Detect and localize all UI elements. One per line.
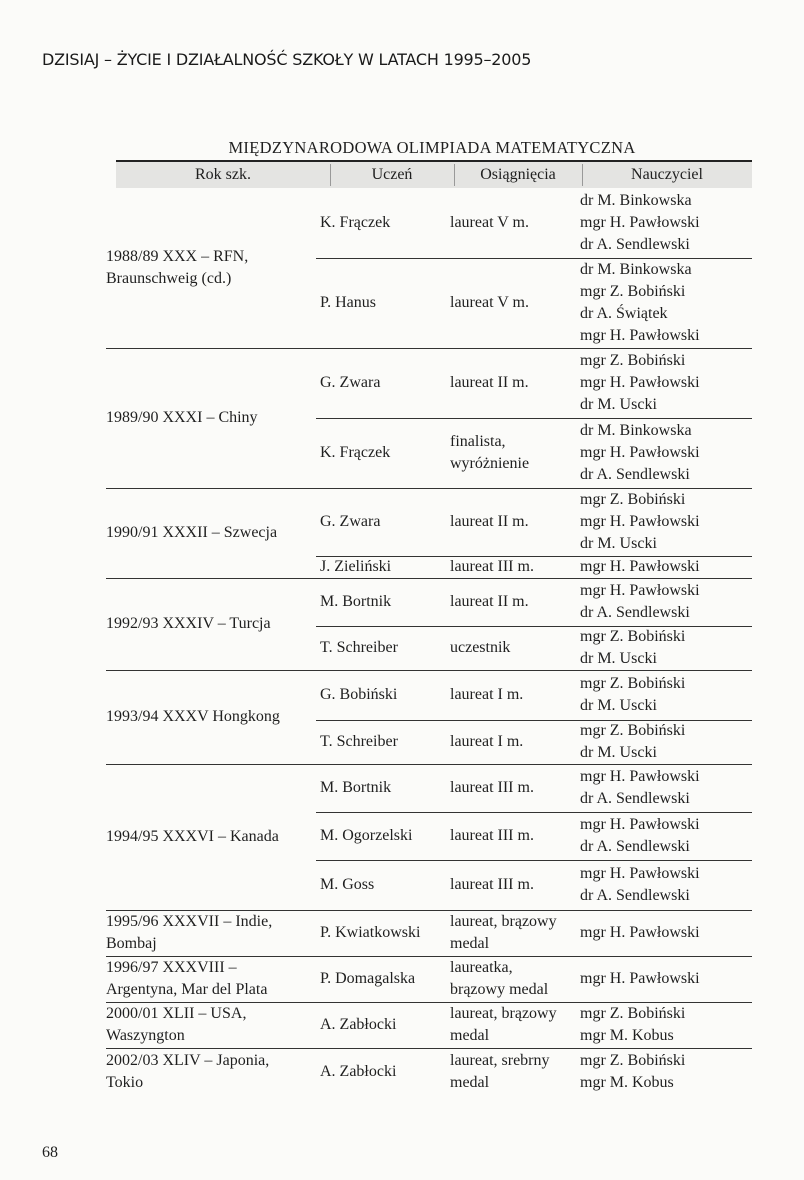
cell-teacher: dr M. Binkowska xyxy=(580,261,692,278)
cell-teacher: dr A. Świątek xyxy=(580,305,668,322)
cell-teacher: dr A. Sendlewski xyxy=(580,838,690,855)
cell-student: A. Zabłocki xyxy=(320,1016,397,1033)
cell-teacher: mgr M. Kobus xyxy=(580,1027,674,1044)
cell-teacher: mgr H. Pawłowski xyxy=(580,444,700,461)
cell-achievement: laureat II m. xyxy=(450,374,529,391)
cell-teacher: mgr H. Pawłowski xyxy=(580,865,700,882)
cell-teacher: mgr H. Pawłowski xyxy=(580,214,700,231)
cell-teacher: mgr Z. Bobiński xyxy=(580,491,686,508)
cell-teacher: dr A. Sendlewski xyxy=(580,887,690,904)
cell-achievement: laureat, brązowy xyxy=(450,913,557,930)
cell-teacher: dr M. Binkowska xyxy=(580,422,692,439)
cell-achievement: laureat V m. xyxy=(450,214,529,231)
cell-achievement: laureat, srebrny xyxy=(450,1052,550,1069)
cell-achievement: laureat I m. xyxy=(450,733,524,750)
cell-teacher: mgr Z. Bobiński xyxy=(580,1052,686,1069)
cell-teacher: mgr H. Pawłowski xyxy=(580,513,700,530)
cell-student: P. Hanus xyxy=(320,294,377,311)
column-header-year: Rok szk. xyxy=(195,166,251,183)
cell-student: G. Zwara xyxy=(320,374,381,391)
cell-teacher: mgr Z. Bobiński xyxy=(580,628,686,645)
cell-teacher: mgr H. Pawłowski xyxy=(580,582,700,599)
cell-student: K. Frączek xyxy=(320,444,391,461)
column-header-achievement: Osiągnięcia xyxy=(480,166,556,183)
cell-achievement: laureat, brązowy xyxy=(450,1005,557,1022)
cell-year: Waszyngton xyxy=(106,1027,185,1044)
cell-achievement: laureat V m. xyxy=(450,294,529,311)
cell-achievement: laureat II m. xyxy=(450,593,529,610)
cell-student: G. Bobiński xyxy=(320,686,398,703)
cell-teacher: mgr Z. Bobiński xyxy=(580,352,686,369)
cell-teacher: mgr H. Pawłowski xyxy=(580,924,700,941)
cell-student: G. Zwara xyxy=(320,513,381,530)
cell-teacher: mgr H. Pawłowski xyxy=(580,374,700,391)
cell-teacher: mgr H. Pawłowski xyxy=(580,327,700,344)
table-title: MIĘDZYNARODOWA OLIMPIADA MATEMATYCZNA xyxy=(228,138,636,157)
cell-teacher: dr M. Uscki xyxy=(580,697,657,714)
cell-achievement: laureat III m. xyxy=(450,876,534,893)
cell-achievement: laureat III m. xyxy=(450,827,534,844)
cell-teacher: dr A. Sendlewski xyxy=(580,604,690,621)
cell-year: 1988/89 XXX – RFN, xyxy=(106,248,249,265)
cell-student: K. Frączek xyxy=(320,214,391,231)
cell-achievement: finalista, xyxy=(450,433,506,450)
cell-achievement: medal xyxy=(450,1074,490,1091)
cell-year: 2000/01 XLII – USA, xyxy=(106,1005,247,1022)
cell-achievement: medal xyxy=(450,1027,490,1044)
cell-achievement: laureat III m. xyxy=(450,779,534,796)
cell-teacher: dr A. Sendlewski xyxy=(580,236,690,253)
cell-student: T. Schreiber xyxy=(320,733,398,750)
cell-student: M. Bortnik xyxy=(320,593,392,610)
cell-teacher: mgr Z. Bobiński xyxy=(580,722,686,739)
cell-teacher: dr M. Uscki xyxy=(580,535,657,552)
cell-student: P. Domagalska xyxy=(320,970,416,987)
cell-achievement: laureatka, xyxy=(450,959,513,976)
cell-achievement: laureat II m. xyxy=(450,513,529,530)
cell-teacher: dr M. Uscki xyxy=(580,650,657,667)
cell-year: Braunschweig (cd.) xyxy=(106,270,232,287)
cell-teacher: dr M. Uscki xyxy=(580,744,657,761)
cell-achievement: brązowy medal xyxy=(450,981,549,998)
cell-year: 1993/94 XXXV Hongkong xyxy=(106,708,280,725)
cell-student: A. Zabłocki xyxy=(320,1063,397,1080)
cell-year: 1994/95 XXXVI – Kanada xyxy=(106,828,279,845)
cell-teacher: mgr H. Pawłowski xyxy=(580,768,700,785)
cell-achievement: laureat I m. xyxy=(450,686,524,703)
cell-year: Argentyna, Mar del Plata xyxy=(106,981,268,998)
cell-student: M. Ogorzelski xyxy=(320,827,413,844)
cell-achievement: uczestnik xyxy=(450,639,511,656)
cell-achievement: laureat III m. xyxy=(450,558,534,575)
column-header-teacher: Nauczyciel xyxy=(631,166,703,183)
cell-teacher: dr M. Binkowska xyxy=(580,192,692,209)
cell-year: 1995/96 XXXVII – Indie, xyxy=(106,913,273,930)
cell-year: Bombaj xyxy=(106,935,157,952)
cell-teacher: mgr H. Pawłowski xyxy=(580,816,700,833)
cell-student: J. Zieliński xyxy=(320,558,392,575)
cell-student: T. Schreiber xyxy=(320,639,398,656)
column-header-student: Uczeń xyxy=(371,166,413,183)
cell-student: M. Bortnik xyxy=(320,779,392,796)
cell-teacher: mgr Z. Bobiński xyxy=(580,283,686,300)
cell-achievement: medal xyxy=(450,935,490,952)
cell-teacher: mgr H. Pawłowski xyxy=(580,558,700,575)
cell-teacher: mgr M. Kobus xyxy=(580,1074,674,1091)
cell-teacher: dr M. Uscki xyxy=(580,396,657,413)
cell-teacher: dr A. Sendlewski xyxy=(580,790,690,807)
cell-teacher: dr A. Sendlewski xyxy=(580,466,690,483)
cell-teacher: mgr Z. Bobiński xyxy=(580,675,686,692)
cell-year: 1996/97 XXXVIII – xyxy=(106,959,237,976)
cell-teacher: mgr Z. Bobiński xyxy=(580,1005,686,1022)
cell-achievement: wyróżnienie xyxy=(450,455,530,472)
cell-student: P. Kwiatkowski xyxy=(320,924,421,941)
running-header: DZISIAJ – ŻYCIE I DZIAŁALNOŚĆ SZKOŁY W LATACH 1995–2005 xyxy=(42,50,532,69)
cell-student: M. Goss xyxy=(320,876,375,893)
cell-year: 1990/91 XXXII – Szwecja xyxy=(106,524,278,541)
cell-year: 1992/93 XXXIV – Turcja xyxy=(106,615,271,632)
page-number: 68 xyxy=(42,1144,58,1161)
cell-teacher: mgr H. Pawłowski xyxy=(580,970,700,987)
cell-year: Tokio xyxy=(106,1074,144,1091)
cell-year: 2002/03 XLIV – Japonia, xyxy=(106,1052,270,1069)
cell-year: 1989/90 XXXI – Chiny xyxy=(106,409,258,426)
